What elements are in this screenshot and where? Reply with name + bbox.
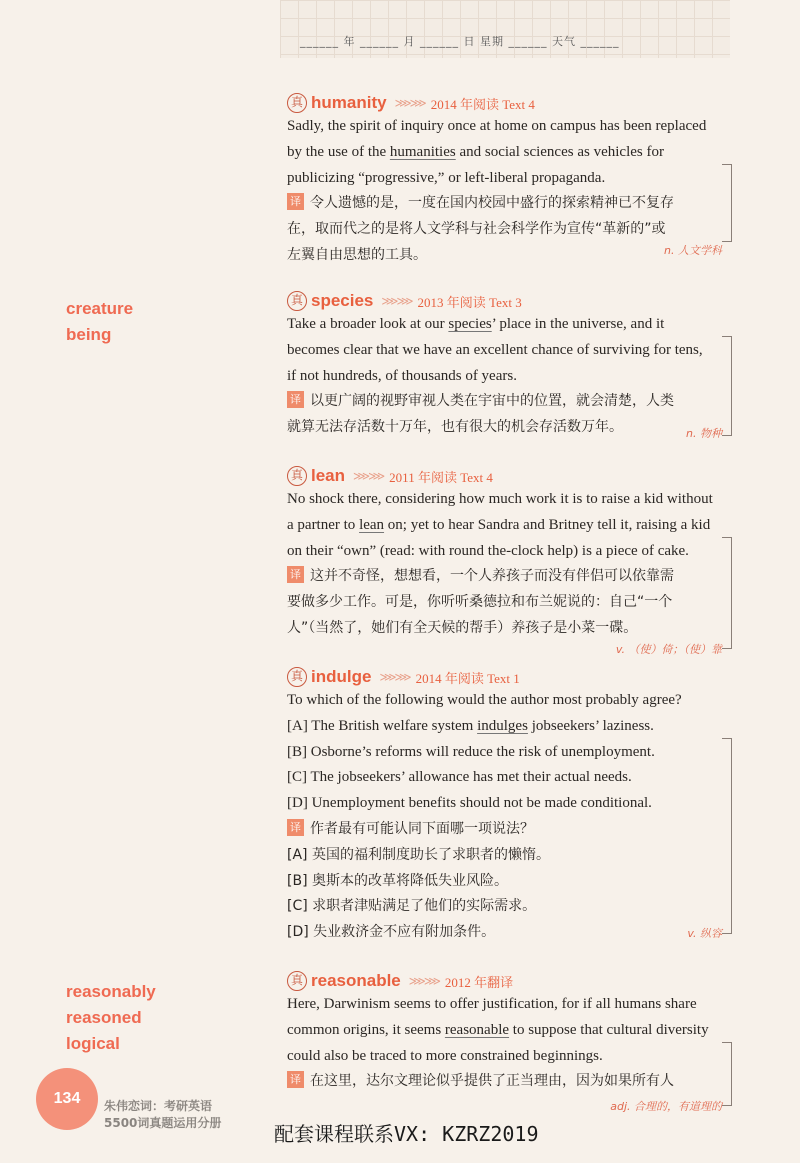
headword: species [311, 291, 374, 310]
chinese-translation: 译 这并不奇怪，想想看，一个人养孩子而没有伴侣可以依靠需 要做多少工作。可是，你听听桑德拉和布兰妮说的：自己“一个 人”（当然了，她们有全天候的帮手）养孩子是小菜一碟。 [287, 568, 674, 636]
zhen-icon: 真 [287, 291, 307, 311]
source: 2014 年阅读 Text 4 [430, 96, 535, 112]
gloss-bracket [722, 336, 732, 436]
english-text: Take a broader look at our species’ place in the universe, and it becomes clear that we have an excellent chance of surviving for tens, if not hundreds, of thousands of years. [287, 316, 703, 384]
yi-icon: 译 [287, 1071, 304, 1088]
headword: reasonable [311, 971, 401, 990]
gloss-bracket [722, 1042, 732, 1106]
book-title: 朱伟恋词：考研英语 5500词真题运用分册 [104, 1099, 222, 1130]
synonym-word: reasoned [66, 1008, 142, 1027]
gloss-bracket [722, 537, 732, 649]
english-text: No shock there, considering how much work it is to raise a kid without a partner to lean on; yet to hear Sandra and Britney tell it, raising a kid on their “own” (read: with round the-clock help) is a piece of cake. [287, 491, 713, 559]
arrow-icon: ⋙⋙ [353, 469, 384, 483]
source: 2013 年阅读 Text 3 [417, 294, 522, 310]
zhen-icon: 真 [287, 466, 307, 486]
yi-icon: 译 [287, 391, 304, 408]
yi-icon: 译 [287, 819, 304, 836]
entry-lean [287, 465, 732, 656]
gloss-bracket [722, 738, 732, 934]
synonym-word: creature [66, 299, 134, 318]
source: 2012 年翻译 [444, 974, 514, 990]
gloss-bracket [722, 164, 732, 242]
headword: humanity [311, 93, 387, 112]
arrow-icon: ⋙⋙ [379, 670, 410, 684]
yi-icon: 译 [287, 566, 304, 583]
zhen-icon: 真 [287, 667, 307, 687]
arrow-icon: ⋙⋙ [408, 974, 439, 988]
source: 2011 年阅读 Text 4 [389, 469, 493, 485]
english-text: Here, Darwinism seems to offer justification, for if all humans share common origins, it seems reasonable to suppose that cultural diversity could also be traced to more constrained beginnings. [287, 996, 709, 1064]
gloss: n. 人文学科 [664, 244, 722, 257]
zhen-icon: 真 [287, 971, 307, 991]
entry-reasonable [287, 970, 732, 1113]
english-text: To which of the following would the author most probably agree? [A] The British welfare system indulges jobseekers’ laziness. [B] Osborne’s reforms will reduce the risk of unemployment. [C] The jobseekers’ allowance has met their actual needs. [D] Unemployment benefits should not be made conditional. [287, 692, 682, 812]
gloss: v. 纵容 [687, 927, 722, 940]
entry-humanity [287, 92, 732, 269]
chinese-translation: 译 作者最有可能认同下面哪一项说法？ [A] 英国的福利制度助长了求职者的懒惰。 [B] 奥斯本的改革将降低失业风险。 [C] 求职者津贴满足了他们的实际需求。 [D] 失业救济金不应有附加条件。 [287, 820, 550, 941]
chinese-translation: 译 在这里，达尔文理论似乎提供了正当理由，因为如果所有人 [287, 1069, 732, 1095]
synonym-word: being [66, 325, 112, 344]
gloss: v. （使）倚；（使）靠 [615, 643, 722, 656]
zhen-icon: 真 [287, 93, 307, 113]
entry-species [287, 290, 732, 441]
entry-indulge [287, 666, 732, 946]
chinese-translation: 译 以更广阔的视野审视人类在宇宙中的位置，就会清楚，人类 就算无法存活数十万年，也有很大的机会存活数万年。 [287, 393, 674, 436]
sidebar-synonyms-reasonable [66, 979, 156, 1057]
english-text: Sadly, the spirit of inquiry once at home on campus has been replaced by the use of the humanities and social sciences as vehicles for publicizing “progressive,” or left-liberal propaganda. [287, 118, 707, 186]
headword: indulge [311, 667, 372, 686]
chinese-translation: 译 令人遗憾的是，一度在国内校园中盛行的探索精神已不复存 在，取而代之的是将人文学科与社会科学作为宣传“革新的”或 左翼自由思想的工具。 [287, 195, 674, 263]
yi-icon: 译 [287, 193, 304, 210]
gloss: n. 物种 [686, 427, 722, 440]
headword: lean [311, 466, 346, 485]
date-line: ______ 年 ______ 月 ______ 日 星期 ______ 天气 ______ [300, 35, 620, 48]
arrow-icon: ⋙⋙ [394, 96, 425, 110]
arrow-icon: ⋙⋙ [381, 294, 412, 308]
header-grid [280, 0, 730, 58]
page-number-badge: 134 [36, 1068, 98, 1130]
synonym-word: logical [66, 1034, 120, 1053]
source: 2014 年阅读 Text 1 [415, 670, 520, 686]
promo-text: 配套课程联系VX: KZRZ2019 [274, 1122, 539, 1146]
synonym-word: reasonably [66, 982, 156, 1001]
sidebar-synonyms-species [66, 296, 133, 348]
gloss: adj. 合理的，有道理的 [610, 1100, 722, 1113]
